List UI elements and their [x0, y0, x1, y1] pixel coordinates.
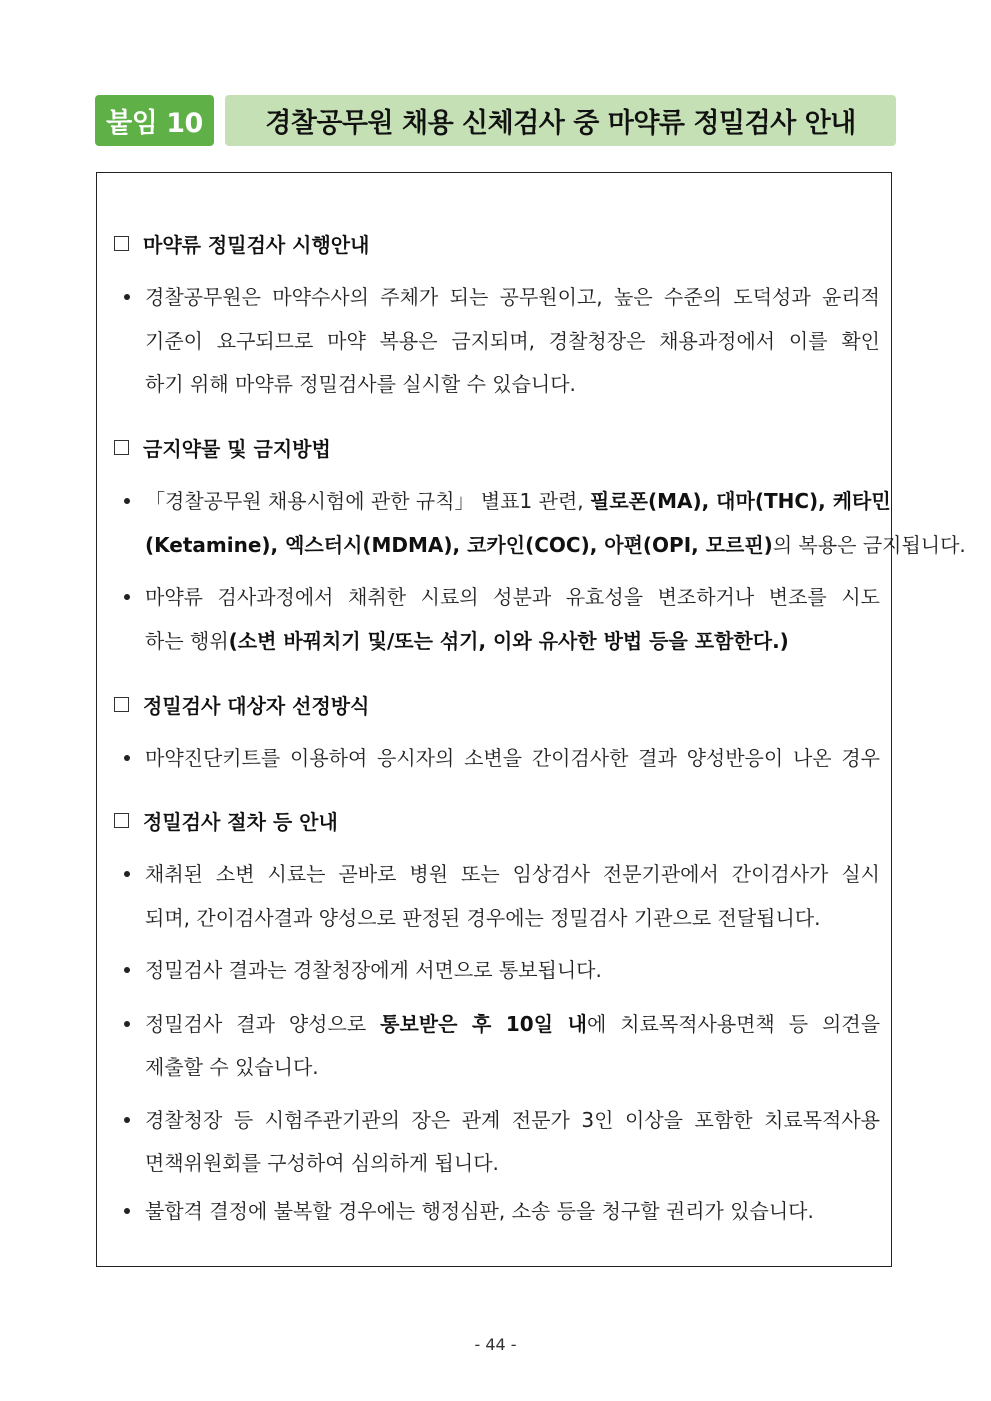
text-bold-drug-list: (Ketamine), 엑스터시(MDMA), 코카인(COC), 아편(OPI, 모르핀)	[145, 533, 773, 557]
paragraph-line	[145, 1012, 880, 1036]
text-bold-deadline: 통보받은 후 10일 내	[380, 1012, 587, 1036]
bullet-icon	[124, 871, 130, 877]
text-bold-drug-list: 필로폰(MA), 대마(THC), 케타민	[590, 489, 891, 513]
paragraph-line	[145, 629, 880, 653]
paragraph-line: 정밀검사 결과는 경찰청장에게 서면으로 통보됩니다.	[145, 958, 602, 982]
text-plain: 의 복용은 금지됩니다.	[772, 533, 966, 557]
section-heading-label: 금지약물 및 금지방법	[143, 437, 331, 461]
section-heading-selection-method	[114, 690, 369, 719]
paragraph-line: 경찰공무원은 마약수사의 주체가 되는 공무원이고, 높은 수준의 도덕성과 윤리적	[145, 285, 880, 309]
bullet-icon	[124, 1021, 130, 1027]
section-heading-label: 정밀검사 대상자 선정방식	[143, 694, 370, 718]
bullet-icon	[124, 1208, 130, 1214]
attachment-tag: 붙임 10	[95, 95, 214, 146]
text-plain: 정밀검사 결과 양성으로	[145, 1012, 381, 1036]
bullet-icon	[124, 967, 130, 973]
text-bold-methods: (소변 바꿔치기 및/또는 섞기, 이와 유사한 방법 등을 포함한다.)	[228, 629, 789, 653]
paragraph-line: 하기 위해 마약류 정밀검사를 실시할 수 있습니다.	[145, 372, 576, 396]
paragraph-line	[145, 489, 891, 513]
paragraph-line	[145, 533, 966, 557]
paragraph-line: 기준이 요구되므로 마약 복용은 금지되며, 경찰청장은 채용과정에서 이를 확인	[145, 329, 880, 353]
bullet-icon	[124, 498, 130, 504]
text-plain: 「경찰공무원 채용시험에 관한 규칙」 별표1 관련,	[145, 489, 590, 513]
checkbox-icon	[114, 697, 129, 712]
section-heading-label: 정밀검사 절차 등 안내	[143, 810, 338, 834]
section-heading-procedure	[114, 806, 338, 835]
bullet-icon	[124, 755, 130, 761]
paragraph-line: 경찰청장 등 시험주관기관의 장은 관계 전문가 3인 이상을 포함한 치료목적사용	[145, 1108, 880, 1132]
paragraph-line: 불합격 결정에 불복할 경우에는 행정심판, 소송 등을 청구할 권리가 있습니다.	[145, 1199, 814, 1223]
page-number: - 44 -	[474, 1335, 517, 1354]
section-heading-drug-test-notice	[114, 229, 369, 258]
section-heading-label: 마약류 정밀검사 시행안내	[143, 233, 370, 257]
bullet-icon	[124, 294, 130, 300]
paragraph-line: 면책위원회를 구성하여 심의하게 됩니다.	[145, 1151, 499, 1175]
text-plain: 하는 행위	[145, 629, 229, 653]
paragraph-line: 제출할 수 있습니다.	[145, 1055, 319, 1079]
paragraph-line: 마약류 검사과정에서 채취한 시료의 성분과 유효성을 변조하거나 변조를 시도	[145, 585, 880, 609]
checkbox-icon	[114, 236, 129, 251]
paragraph-line: 채취된 소변 시료는 곧바로 병원 또는 임상검사 전문기관에서 간이검사가 실시	[145, 862, 880, 886]
section-heading-prohibited-substances	[114, 433, 331, 462]
bullet-icon	[124, 594, 130, 600]
paragraph-line: 되며, 간이검사결과 양성으로 판정된 경우에는 정밀검사 기관으로 전달됩니다.	[145, 906, 821, 930]
text-plain: 에 치료목적사용면책 등 의견을	[586, 1012, 881, 1036]
paragraph-line: 마약진단키트를 이용하여 응시자의 소변을 간이검사한 결과 양성반응이 나온 경우	[145, 746, 880, 770]
checkbox-icon	[114, 440, 129, 455]
page-title: 경찰공무원 채용 신체검사 중 마약류 정밀검사 안내	[225, 95, 896, 146]
checkbox-icon	[114, 813, 129, 828]
bullet-icon	[124, 1117, 130, 1123]
